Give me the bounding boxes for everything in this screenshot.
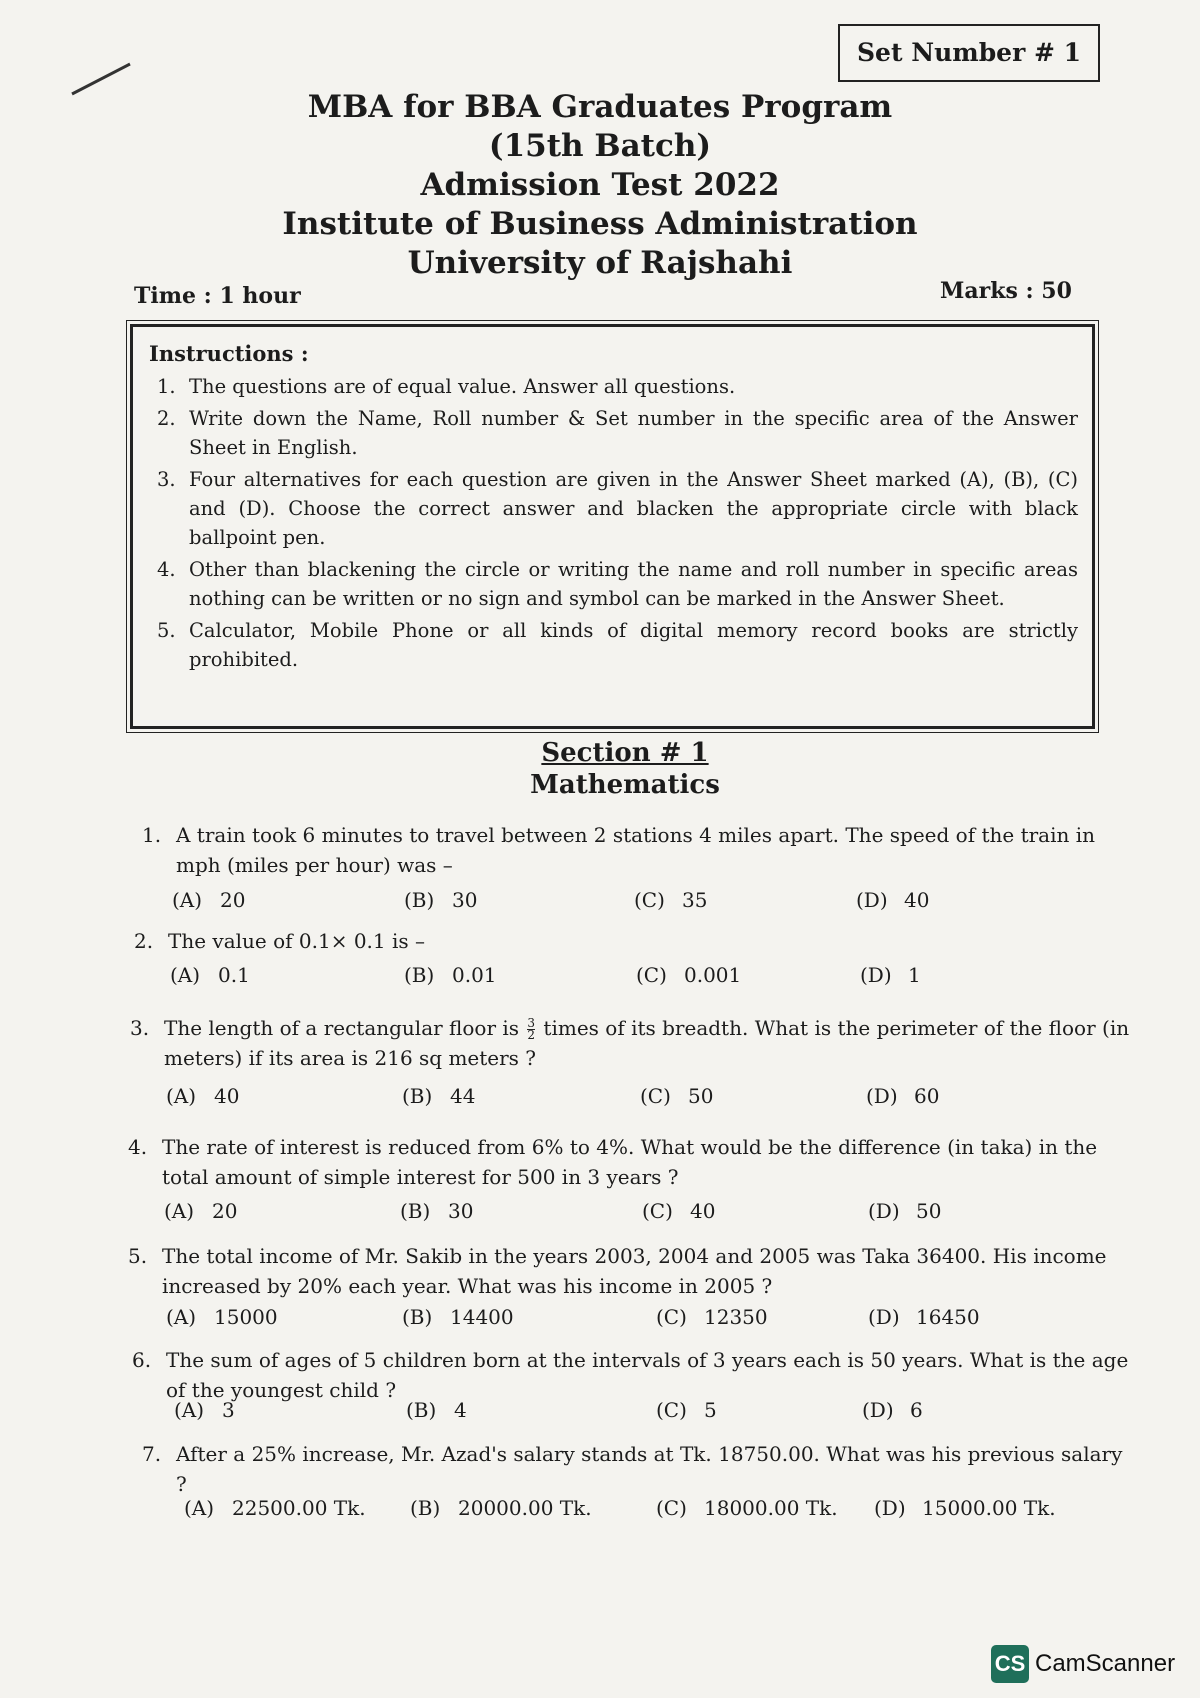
option-b: (B) 4 <box>406 1398 467 1422</box>
instruction-text: Calculator, Mobile Phone or all kinds of digital memory record books are strictly prohibited. <box>189 619 1078 671</box>
option-d: (D) 15000.00 Tk. <box>874 1496 1056 1520</box>
question-number: 6. <box>132 1348 152 1372</box>
instruction-item <box>157 465 1078 552</box>
option-c: (C) 18000.00 Tk. <box>656 1496 838 1520</box>
question-number: 5. <box>128 1244 148 1268</box>
time-label: Time : 1 hour <box>134 283 301 309</box>
question-1 <box>142 820 1120 880</box>
option-a: (A) 22500.00 Tk. <box>184 1496 366 1520</box>
instruction-item <box>157 555 1078 613</box>
question-5 <box>128 1241 1138 1301</box>
question-4 <box>128 1132 1132 1192</box>
question-text-continued: times of its breadth. What is the perimeter of the floor (in meters) if its area is 216 sq meters ? <box>164 1016 1130 1070</box>
question-text: The value of 0.1× 0.1 is – <box>168 929 426 953</box>
question-3 <box>130 1013 1130 1073</box>
instruction-number: 2. <box>157 407 176 430</box>
option-b: (B) 0.01 <box>404 963 497 987</box>
instruction-item <box>157 372 1078 401</box>
option-a: (A) 20 <box>164 1199 238 1223</box>
question-number: 1. <box>142 823 162 847</box>
option-c: (C) 5 <box>656 1398 717 1422</box>
question-number: 3. <box>130 1016 150 1040</box>
question-number: 2. <box>134 929 154 953</box>
university-name: University of Rajshahi <box>407 245 793 281</box>
option-d: (D) 60 <box>866 1084 940 1108</box>
instructions-title: Instructions : <box>149 341 309 366</box>
question-text: The sum of ages of 5 children born at the intervals of 3 years each is 50 years. What is the age of the youngest child ? <box>166 1348 1129 1402</box>
option-d: (D) 6 <box>862 1398 923 1422</box>
instructions-box <box>130 324 1095 729</box>
question-text: The total income of Mr. Sakib in the years 2003, 2004 and 2005 was Taka 36400. His income increased by 20% each year. What was his income in 2005 ? <box>162 1244 1107 1298</box>
option-a: (A) 0.1 <box>170 963 250 987</box>
section-subtitle: Mathematics <box>530 770 720 800</box>
option-c: (C) 0.001 <box>636 963 742 987</box>
fraction: $\frac{3}{2}$ <box>527 1016 536 1042</box>
camscanner-label: CamScanner <box>1035 1650 1176 1677</box>
instruction-text: The questions are of equal value. Answer all questions. <box>189 375 736 398</box>
instruction-number: 4. <box>157 558 176 581</box>
question-number: 7. <box>142 1442 162 1466</box>
question-7 <box>142 1439 1132 1499</box>
question-2 <box>134 926 1120 956</box>
instruction-number: 5. <box>157 619 176 642</box>
option-a: (A) 20 <box>172 888 246 912</box>
option-d: (D) 1 <box>860 963 921 987</box>
marks-label: Marks : 50 <box>940 278 1072 304</box>
instruction-text: Four alternatives for each question are given in the Answer Sheet marked (A), (B), (C) and (D). Choose the correct answer and blacken the appropriate circle with black ballpoint pen. <box>189 468 1078 549</box>
instruction-item <box>157 404 1078 462</box>
question-text: The length of a rectangular floor is <box>164 1016 520 1040</box>
instruction-item <box>157 616 1078 674</box>
camscanner-icon: CS <box>991 1645 1029 1683</box>
question-text: After a 25% increase, Mr. Azad's salary stands at Tk. 18750.00. What was his previous salary ? <box>176 1442 1123 1496</box>
instruction-text: Write down the Name, Roll number & Set number in the specific area of the Answer Sheet in English. <box>189 407 1078 459</box>
option-b: (B) 30 <box>404 888 478 912</box>
camscanner-watermark <box>991 1645 1175 1683</box>
institute-name: Institute of Business Administration <box>282 206 918 242</box>
option-c: (C) 40 <box>642 1199 716 1223</box>
instruction-text: Other than blackening the circle or writing the name and roll number in specific areas nothing can be written or no sign and symbol can be marked in the Answer Sheet. <box>189 558 1078 610</box>
question-number: 4. <box>128 1135 148 1159</box>
option-a: (A) 15000 <box>166 1305 278 1329</box>
option-c: (C) 35 <box>634 888 708 912</box>
option-d: (D) 16450 <box>868 1305 980 1329</box>
option-a: (A) 40 <box>166 1084 240 1108</box>
test-title: Admission Test 2022 <box>420 167 780 203</box>
question-text: The rate of interest is reduced from 6% to 4%. What would be the difference (in taka) in the total amount of simple interest for 500 in 3 years ? <box>162 1135 1098 1189</box>
section-title: Section # 1 <box>541 738 709 768</box>
option-b: (B) 20000.00 Tk. <box>410 1496 592 1520</box>
program-title: MBA for BBA Graduates Program <box>307 89 893 125</box>
option-c: (C) 12350 <box>656 1305 768 1329</box>
option-c: (C) 50 <box>640 1084 714 1108</box>
question-6 <box>132 1345 1130 1405</box>
option-a: (A) 3 <box>174 1398 235 1422</box>
set-number-box: Set Number # 1 <box>838 24 1100 82</box>
option-b: (B) 44 <box>402 1084 476 1108</box>
question-text: A train took 6 minutes to travel between 2 stations 4 miles apart. The speed of the train in mph (miles per hour) was – <box>176 823 1096 877</box>
option-d: (D) 40 <box>856 888 930 912</box>
instruction-number: 3. <box>157 468 176 491</box>
option-b: (B) 14400 <box>402 1305 514 1329</box>
option-d: (D) 50 <box>868 1199 942 1223</box>
batch-label: (15th Batch) <box>488 128 712 164</box>
option-b: (B) 30 <box>400 1199 474 1223</box>
instruction-number: 1. <box>157 375 176 398</box>
